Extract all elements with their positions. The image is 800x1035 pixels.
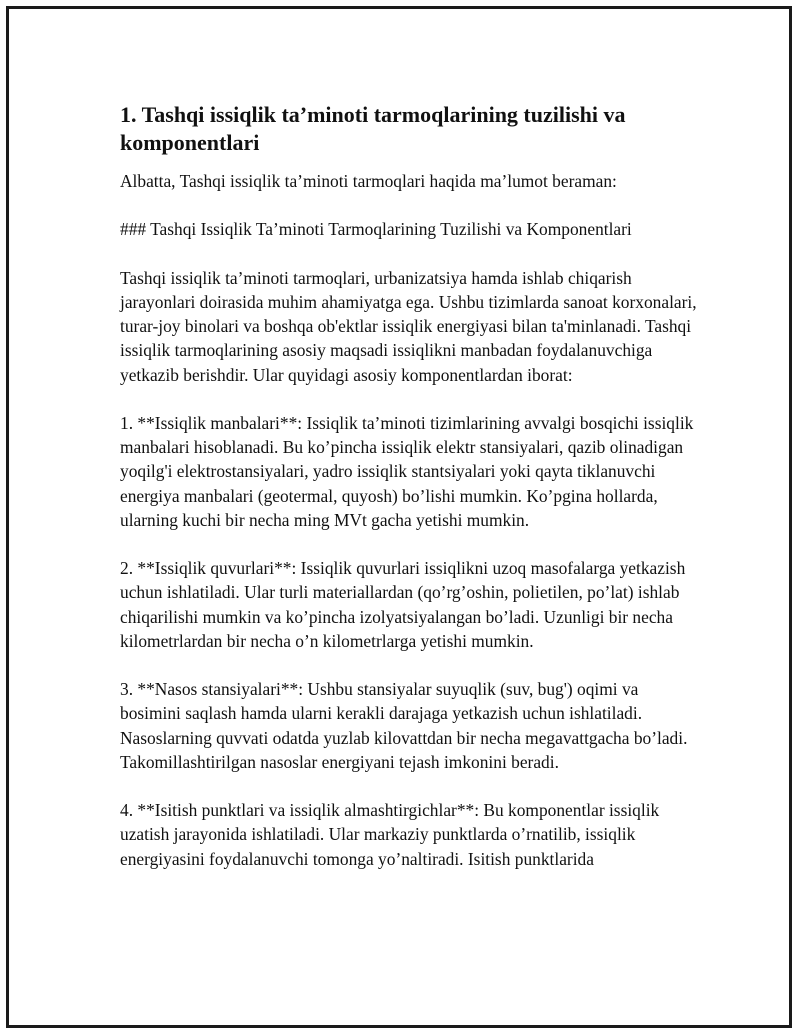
subheading-paragraph: ### Tashqi Issiqlik Ta’minoti Tarmoqlarining Tuzilishi va Komponentlari [120, 219, 632, 240]
section-heading: 1. Tashqi issiqlik ta’minoti tarmoqlarining tuzilishi va komponentlari [120, 102, 626, 155]
list-item-pump-stations: 3. **Nasos stansiyalari**: Ushbu stansiyalar suyuqlik (suv, bug') oqimi va bosimini saqlash hamda ularni kerakli darajaga yetkazish uchun ishlatiladi. Nasoslarning quvvati odatda yuzlab kilovattdan bir necha megavattgacha bo’ladi. Takomillashtirilgan nasoslar energiyani tejash imkonini beradi. [120, 679, 688, 772]
document-body [120, 101, 700, 871]
intro-paragraph: Albatta, Tashqi issiqlik ta’minoti tarmoqlari haqida ma’lumot beraman: [120, 171, 617, 191]
page-frame [6, 6, 792, 1028]
list-item-heating-points: 4. **Isitish punktlari va issiqlik almashtirgichlar**: Bu komponentlar issiqlik uzatish jarayonida ishlatiladi. Ular markaziy punktlarda o’rnatilib, issiqlik energiyasini foydalanuvchi tomonga yo’naltiradi. Isitish punktlarida [120, 800, 660, 869]
list-item-heat-sources: 1. **Issiqlik manbalari**: Issiqlik ta’minoti tizimlarining avvalgi bosqichi issiqlik manbalari hisoblanadi. Bu ko’pincha issiqlik elektr stansiyalari, qazib olinadigan yoqilg'i elektrostansiyalari, yadro issiqlik stantsiyalari yoki qayta tiklanuvchi energiya manbalari (geotermal, quyosh) bo’lishi mumkin. Ko’pgina hollarda, ularning kuchi bir necha ming MVt gacha yetishi mumkin. [120, 412, 694, 530]
overview-paragraph: Tashqi issiqlik ta’minoti tarmoqlari, urbanizatsiya hamda ishlab chiqarish jarayonlari doirasida muhim ahamiyatga ega. Ushbu tizimlarda sanoat korxonalari, turar-joy binolari va boshqa ob'ektlar issiqlik energiyasi bilan ta'minlanadi. Tashqi issiqlik tarmoqlarining asosiy maqsadi issiqlikni manbadan foydalanuvchiga yetkazib berishdir. Ular quyidagi asosiy komponentlardan iborat: [120, 267, 697, 385]
list-item-heat-pipes: 2. **Issiqlik quvurlari**: Issiqlik quvurlari issiqlikni uzoq masofalarga yetkazish uchun ishlatiladi. Ular turli materiallardan (qo’rg’oshin, polietilen, po’lat) ishlab chiqarilishi mumkin va ko’pincha izolyatsiyalangan bo’ladi. Uzunligi bir necha kilometrlardan bir necha o’n kilometrlarga yetishi mumkin. [120, 558, 686, 651]
